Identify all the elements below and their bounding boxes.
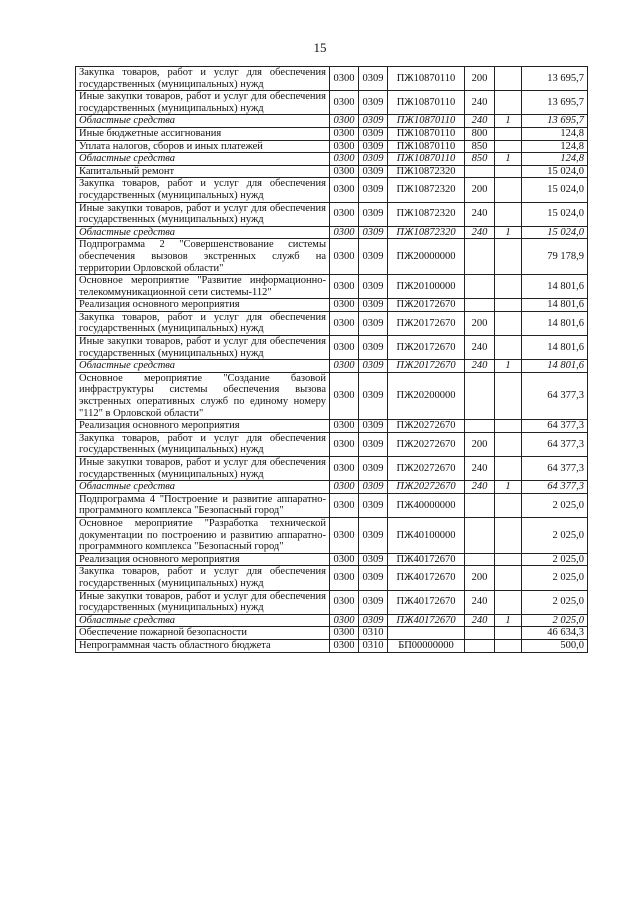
amount: 13 695,7 [522, 115, 588, 128]
funding-source-code [495, 566, 522, 590]
funding-source-code [495, 420, 522, 433]
expense-type-code: 850 [465, 140, 495, 153]
section-code: 0300 [330, 614, 359, 627]
section-code: 0300 [330, 639, 359, 652]
amount: 15 024,0 [522, 178, 588, 202]
amount: 64 377,3 [522, 457, 588, 481]
amount: 15 024,0 [522, 226, 588, 239]
funding-source-code [495, 311, 522, 335]
row-name: Подпрограмма 4 "Построение и развитие аппаратно-программного комплекса "Безопасный город" [76, 493, 330, 517]
section-code: 0300 [330, 115, 359, 128]
subsection-code: 0309 [359, 481, 388, 494]
section-code: 0300 [330, 553, 359, 566]
funding-source-code [495, 299, 522, 312]
amount: 15 024,0 [522, 202, 588, 226]
row-name: Областные средства [76, 226, 330, 239]
table-row [76, 336, 588, 360]
funding-source-code [495, 91, 522, 115]
target-article-code: ПЖ40172670 [388, 566, 465, 590]
target-article-code: БП00000000 [388, 639, 465, 652]
expense-type-code [465, 627, 495, 640]
subsection-code: 0309 [359, 226, 388, 239]
subsection-code: 0309 [359, 115, 388, 128]
expense-type-code: 240 [465, 360, 495, 373]
target-article-code: ПЖ20200000 [388, 372, 465, 419]
funding-source-code [495, 275, 522, 299]
target-article-code: ПЖ10870110 [388, 67, 465, 91]
target-article-code: ПЖ10870110 [388, 127, 465, 140]
section-code: 0300 [330, 299, 359, 312]
funding-source-code [495, 178, 522, 202]
page-number: 15 [313, 40, 327, 55]
row-name: Иные бюджетные ассигнования [76, 127, 330, 140]
table-row [76, 590, 588, 614]
amount: 46 634,3 [522, 627, 588, 640]
expense-type-code [465, 239, 495, 275]
subsection-code: 0309 [359, 140, 388, 153]
expense-type-code: 200 [465, 178, 495, 202]
subsection-code: 0309 [359, 372, 388, 419]
table-row [76, 432, 588, 456]
expense-type-code: 240 [465, 481, 495, 494]
subsection-code: 0309 [359, 517, 388, 553]
subsection-code: 0309 [359, 202, 388, 226]
section-code: 0300 [330, 275, 359, 299]
subsection-code: 0310 [359, 639, 388, 652]
target-article-code: ПЖ10870110 [388, 153, 465, 166]
table-row [76, 553, 588, 566]
funding-source-code [495, 165, 522, 178]
funding-source-code: 1 [495, 115, 522, 128]
section-code: 0300 [330, 420, 359, 433]
amount: 2 025,0 [522, 553, 588, 566]
amount: 2 025,0 [522, 614, 588, 627]
table-row [76, 67, 588, 91]
section-code: 0300 [330, 226, 359, 239]
subsection-code: 0309 [359, 614, 388, 627]
row-name: Капитальный ремонт [76, 165, 330, 178]
amount: 64 377,3 [522, 481, 588, 494]
section-code: 0300 [330, 590, 359, 614]
section-code: 0300 [330, 67, 359, 91]
subsection-code: 0309 [359, 336, 388, 360]
section-code: 0300 [330, 481, 359, 494]
subsection-code: 0309 [359, 311, 388, 335]
target-article-code: ПЖ40100000 [388, 517, 465, 553]
section-code: 0300 [330, 517, 359, 553]
section-code: 0300 [330, 372, 359, 419]
row-name: Областные средства [76, 153, 330, 166]
table-row-regional-funds [76, 614, 588, 627]
row-name: Закупка товаров, работ и услуг для обеспечения государственных (муниципальных) нужд [76, 432, 330, 456]
amount: 2 025,0 [522, 566, 588, 590]
target-article-code: ПЖ40172670 [388, 614, 465, 627]
expense-type-code [465, 639, 495, 652]
section-code: 0300 [330, 311, 359, 335]
expense-type-code: 200 [465, 311, 495, 335]
target-article-code: ПЖ20272670 [388, 432, 465, 456]
expense-type-code: 800 [465, 127, 495, 140]
table-row [76, 457, 588, 481]
subsection-code: 0309 [359, 67, 388, 91]
table-row [76, 493, 588, 517]
funding-source-code: 1 [495, 614, 522, 627]
subsection-code: 0309 [359, 91, 388, 115]
target-article-code: ПЖ10870110 [388, 140, 465, 153]
funding-source-code: 1 [495, 360, 522, 373]
funding-source-code [495, 239, 522, 275]
expense-type-code: 240 [465, 336, 495, 360]
target-article-code: ПЖ40172670 [388, 590, 465, 614]
expense-type-code: 240 [465, 115, 495, 128]
expense-type-code [465, 493, 495, 517]
subsection-code: 0309 [359, 178, 388, 202]
table-row [76, 178, 588, 202]
target-article-code: ПЖ20172670 [388, 360, 465, 373]
target-article-code: ПЖ40000000 [388, 493, 465, 517]
expense-type-code: 240 [465, 91, 495, 115]
row-name: Областные средства [76, 115, 330, 128]
row-name: Закупка товаров, работ и услуг для обеспечения государственных (муниципальных) нужд [76, 67, 330, 91]
amount: 2 025,0 [522, 493, 588, 517]
target-article-code: ПЖ10870110 [388, 91, 465, 115]
amount: 500,0 [522, 639, 588, 652]
funding-source-code [495, 639, 522, 652]
funding-source-code [495, 67, 522, 91]
subsection-code: 0309 [359, 127, 388, 140]
section-code: 0300 [330, 457, 359, 481]
table-row-regional-funds [76, 153, 588, 166]
amount: 2 025,0 [522, 517, 588, 553]
amount: 124,8 [522, 153, 588, 166]
expense-type-code: 240 [465, 202, 495, 226]
amount: 14 801,6 [522, 311, 588, 335]
expense-type-code [465, 372, 495, 419]
table-row [76, 140, 588, 153]
subsection-code: 0309 [359, 457, 388, 481]
funding-source-code [495, 627, 522, 640]
funding-source-code [495, 553, 522, 566]
expense-type-code [465, 275, 495, 299]
row-name: Реализация основного мероприятия [76, 299, 330, 312]
row-name: Иные закупки товаров, работ и услуг для обеспечения государственных (муниципальных) нужд [76, 457, 330, 481]
subsection-code: 0309 [359, 360, 388, 373]
amount: 64 377,3 [522, 372, 588, 419]
target-article-code: ПЖ20272670 [388, 457, 465, 481]
target-article-code: ПЖ20272670 [388, 481, 465, 494]
row-name: Реализация основного мероприятия [76, 553, 330, 566]
expense-type-code: 240 [465, 457, 495, 481]
row-name: Областные средства [76, 481, 330, 494]
table-row [76, 372, 588, 419]
table-row [76, 91, 588, 115]
expense-type-code: 850 [465, 153, 495, 166]
expense-type-code: 200 [465, 432, 495, 456]
subsection-code: 0309 [359, 432, 388, 456]
expense-type-code: 240 [465, 614, 495, 627]
funding-source-code [495, 517, 522, 553]
section-code: 0300 [330, 432, 359, 456]
amount: 64 377,3 [522, 432, 588, 456]
amount: 15 024,0 [522, 165, 588, 178]
table-row [76, 311, 588, 335]
section-code: 0300 [330, 627, 359, 640]
section-code: 0300 [330, 202, 359, 226]
amount: 79 178,9 [522, 239, 588, 275]
expense-type-code: 240 [465, 226, 495, 239]
target-article-code [388, 627, 465, 640]
section-code: 0300 [330, 336, 359, 360]
subsection-code: 0310 [359, 627, 388, 640]
amount: 124,8 [522, 140, 588, 153]
row-name: Обеспечение пожарной безопасности [76, 627, 330, 640]
row-name: Основное мероприятие "Создание базовой инфраструктуры системы обеспечения вызова экстренных оперативных служб по единому номеру "112" в Орловской области" [76, 372, 330, 419]
table-row [76, 517, 588, 553]
funding-source-code: 1 [495, 153, 522, 166]
row-name: Подпрограмма 2 "Совершенствование системы обеспечения вызовов экстренных служб на территории Орловской области" [76, 239, 330, 275]
subsection-code: 0309 [359, 275, 388, 299]
funding-source-code [495, 457, 522, 481]
amount: 13 695,7 [522, 67, 588, 91]
subsection-code: 0309 [359, 299, 388, 312]
section-code: 0300 [330, 91, 359, 115]
row-name: Иные закупки товаров, работ и услуг для обеспечения государственных (муниципальных) нужд [76, 91, 330, 115]
section-code: 0300 [330, 127, 359, 140]
target-article-code: ПЖ20100000 [388, 275, 465, 299]
table-row [76, 202, 588, 226]
table-row-regional-funds [76, 115, 588, 128]
subsection-code: 0309 [359, 566, 388, 590]
section-code: 0300 [330, 493, 359, 517]
target-article-code: ПЖ10872320 [388, 226, 465, 239]
table-row [76, 566, 588, 590]
section-code: 0300 [330, 165, 359, 178]
row-name: Реализация основного мероприятия [76, 420, 330, 433]
subsection-code: 0309 [359, 239, 388, 275]
table-row-regional-funds [76, 226, 588, 239]
funding-source-code [495, 140, 522, 153]
section-code: 0300 [330, 566, 359, 590]
expense-type-code [465, 420, 495, 433]
subsection-code: 0309 [359, 553, 388, 566]
section-code: 0300 [330, 178, 359, 202]
amount: 13 695,7 [522, 91, 588, 115]
table-row-regional-funds [76, 481, 588, 494]
table-row [76, 275, 588, 299]
funding-source-code: 1 [495, 481, 522, 494]
subsection-code: 0309 [359, 165, 388, 178]
expense-type-code: 240 [465, 590, 495, 614]
subsection-code: 0309 [359, 420, 388, 433]
row-name: Основное мероприятие "Разработка технической документации по построению и развитию аппаратно-программного комплекса "Безопасный город" [76, 517, 330, 553]
row-name: Иные закупки товаров, работ и услуг для обеспечения государственных (муниципальных) нужд [76, 336, 330, 360]
section-code: 0300 [330, 153, 359, 166]
row-name: Иные закупки товаров, работ и услуг для обеспечения государственных (муниципальных) нужд [76, 590, 330, 614]
amount: 124,8 [522, 127, 588, 140]
expense-type-code [465, 517, 495, 553]
amount: 14 801,6 [522, 275, 588, 299]
table-row [76, 420, 588, 433]
subsection-code: 0309 [359, 153, 388, 166]
table-row [76, 127, 588, 140]
subsection-code: 0309 [359, 493, 388, 517]
target-article-code: ПЖ20172670 [388, 299, 465, 312]
target-article-code: ПЖ10872320 [388, 165, 465, 178]
funding-source-code [495, 202, 522, 226]
target-article-code: ПЖ20000000 [388, 239, 465, 275]
row-name: Закупка товаров, работ и услуг для обеспечения государственных (муниципальных) нужд [76, 178, 330, 202]
row-name: Областные средства [76, 614, 330, 627]
amount: 14 801,6 [522, 299, 588, 312]
row-name: Закупка товаров, работ и услуг для обеспечения государственных (муниципальных) нужд [76, 566, 330, 590]
funding-source-code [495, 493, 522, 517]
row-name: Основное мероприятие "Развитие информационно-телекоммуникационной сети системы-112" [76, 275, 330, 299]
section-code: 0300 [330, 140, 359, 153]
expense-type-code [465, 553, 495, 566]
row-name: Уплата налогов, сборов и иных платежей [76, 140, 330, 153]
table-row [76, 639, 588, 652]
amount: 14 801,6 [522, 336, 588, 360]
target-article-code: ПЖ20272670 [388, 420, 465, 433]
row-name: Иные закупки товаров, работ и услуг для обеспечения государственных (муниципальных) нужд [76, 202, 330, 226]
expense-type-code: 200 [465, 566, 495, 590]
table-row-regional-funds [76, 360, 588, 373]
funding-source-code [495, 336, 522, 360]
subsection-code: 0309 [359, 590, 388, 614]
row-name: Областные средства [76, 360, 330, 373]
funding-source-code [495, 432, 522, 456]
target-article-code: ПЖ10870110 [388, 115, 465, 128]
target-article-code: ПЖ10872320 [388, 178, 465, 202]
expense-type-code: 200 [465, 67, 495, 91]
amount: 64 377,3 [522, 420, 588, 433]
table-row [76, 627, 588, 640]
target-article-code: ПЖ20172670 [388, 311, 465, 335]
funding-source-code [495, 127, 522, 140]
expense-type-code [465, 165, 495, 178]
target-article-code: ПЖ20172670 [388, 336, 465, 360]
target-article-code: ПЖ40172670 [388, 553, 465, 566]
table-row [76, 165, 588, 178]
section-code: 0300 [330, 360, 359, 373]
budget-table [75, 66, 588, 653]
amount: 14 801,6 [522, 360, 588, 373]
budget-table-body [76, 67, 588, 653]
funding-source-code [495, 372, 522, 419]
table-row [76, 299, 588, 312]
target-article-code: ПЖ10872320 [388, 202, 465, 226]
row-name: Закупка товаров, работ и услуг для обеспечения государственных (муниципальных) нужд [76, 311, 330, 335]
section-code: 0300 [330, 239, 359, 275]
table-row [76, 239, 588, 275]
amount: 2 025,0 [522, 590, 588, 614]
expense-type-code [465, 299, 495, 312]
funding-source-code [495, 590, 522, 614]
row-name: Непрограммная часть областного бюджета [76, 639, 330, 652]
funding-source-code: 1 [495, 226, 522, 239]
